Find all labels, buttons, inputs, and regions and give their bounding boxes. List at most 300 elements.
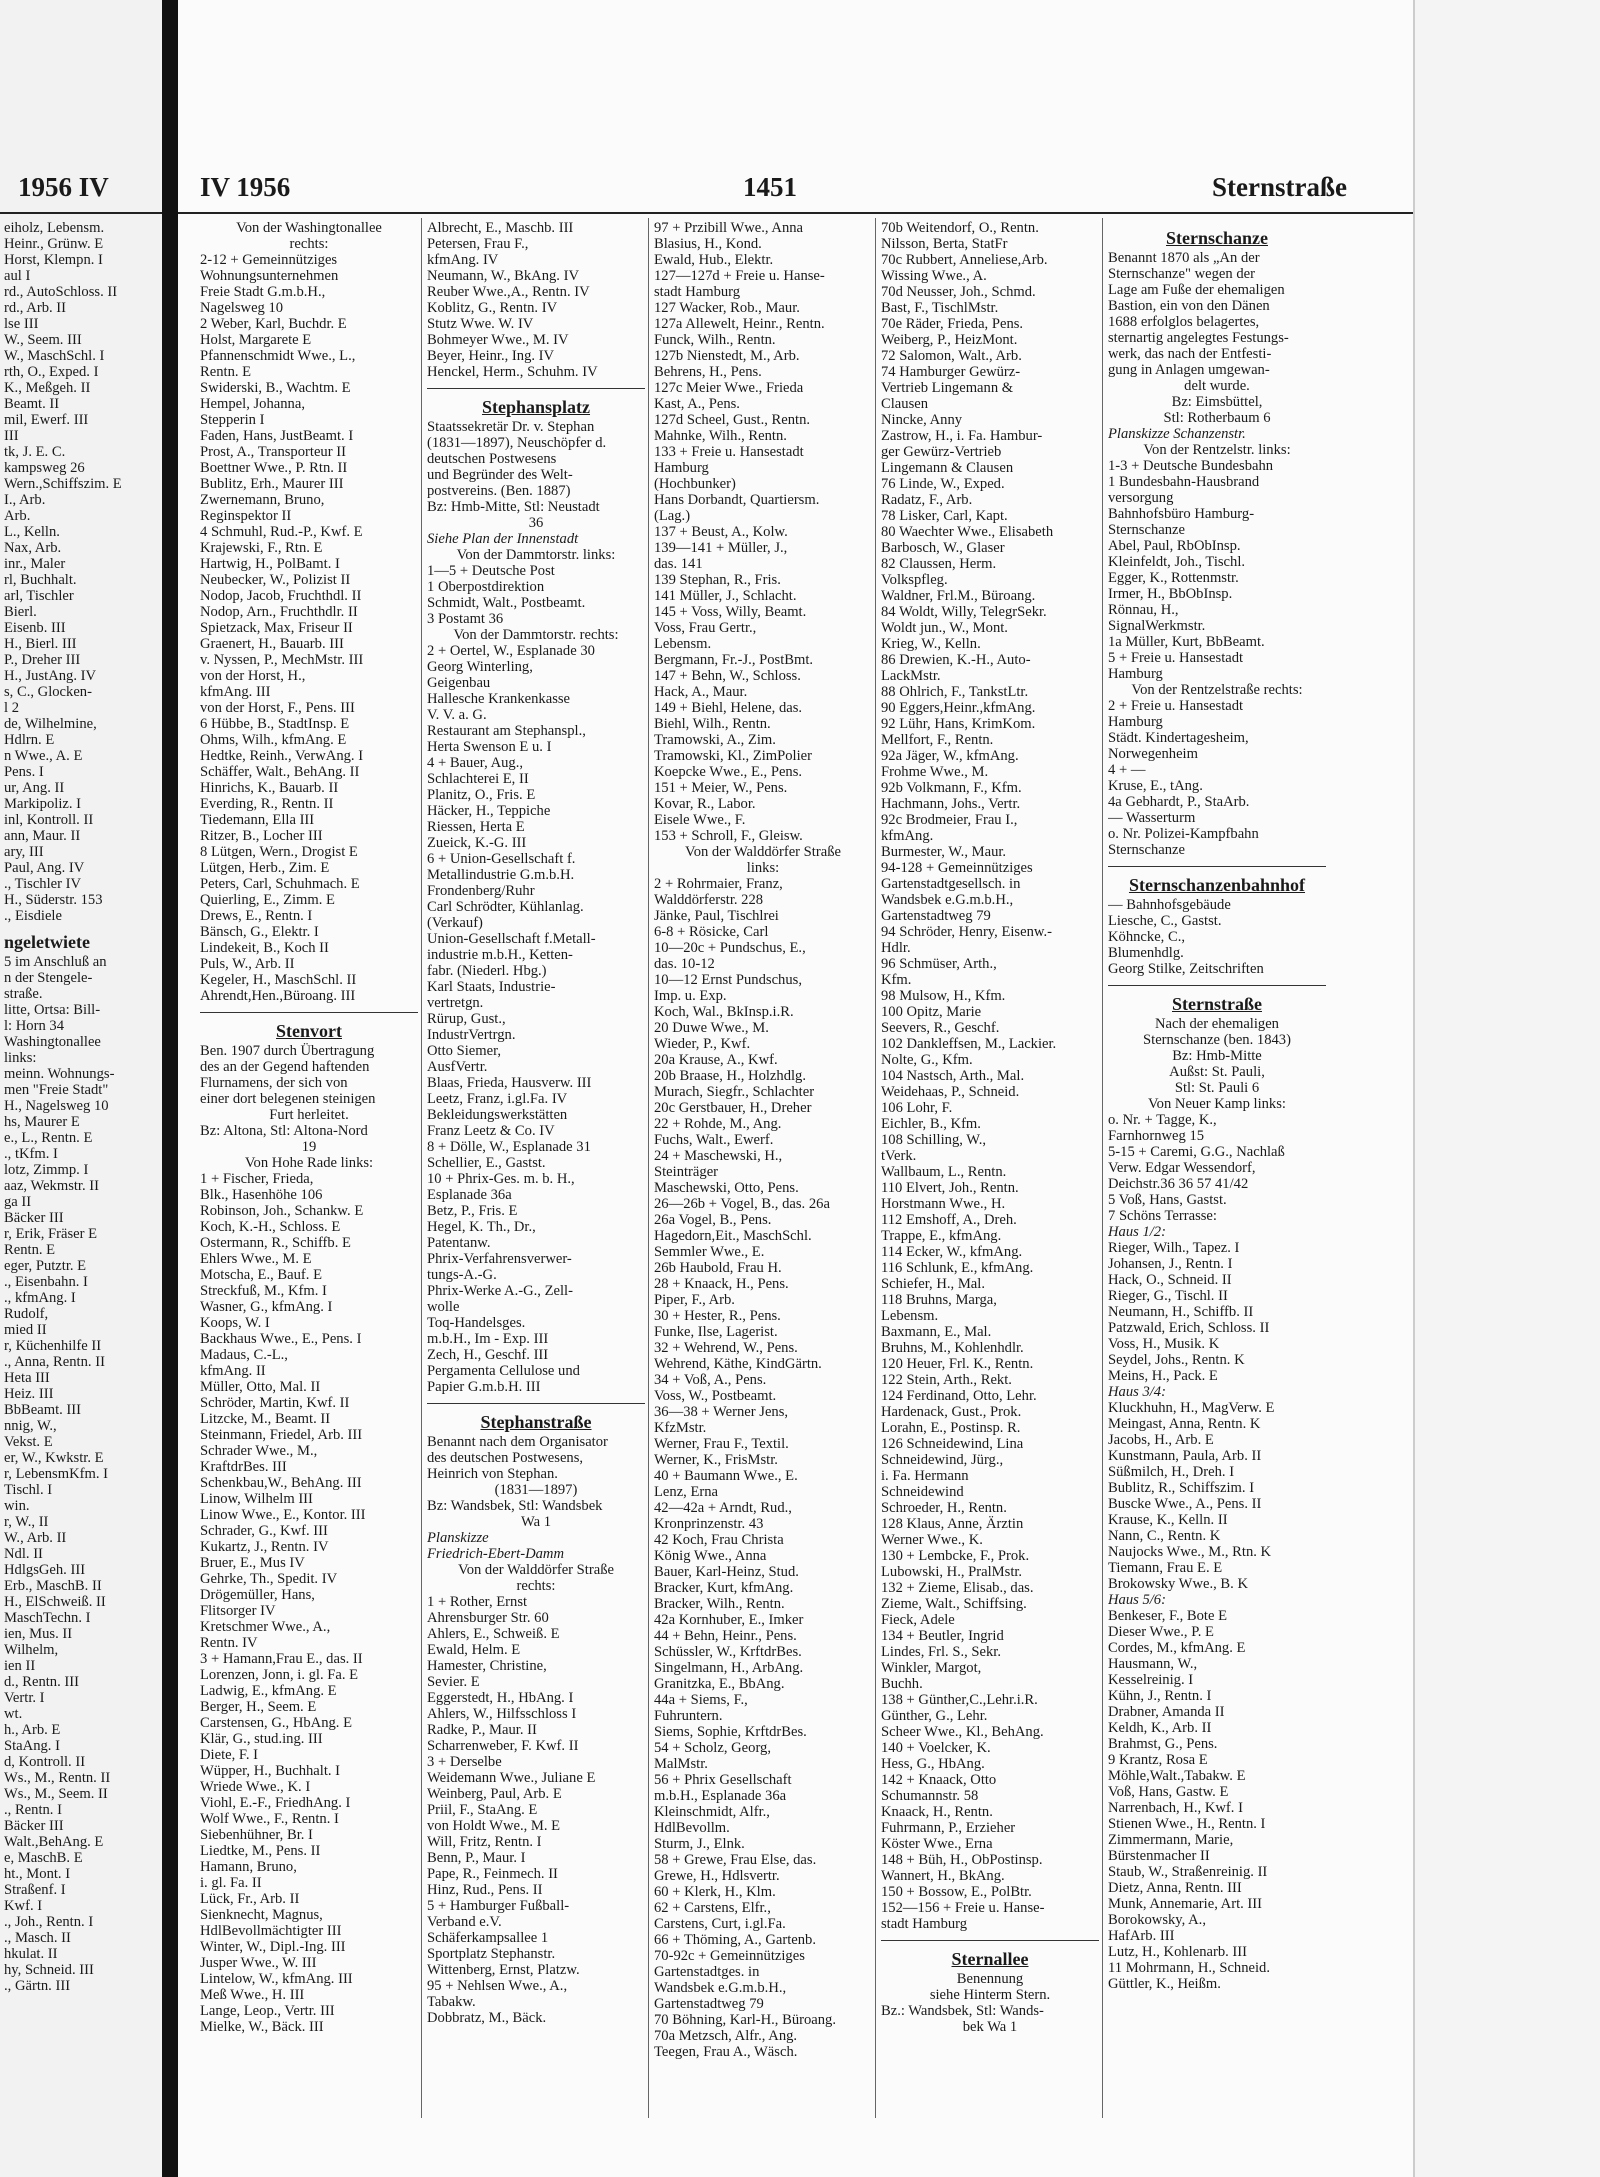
directory-line: 118 Bruhns, Marga, <box>881 1292 997 1308</box>
directory-line: Bekleidungswerkstätten <box>427 1107 568 1123</box>
directory-line: Hedtke, Reinh., VerwAng. I <box>200 748 364 764</box>
directory-line: Walddörferstr. 228 <box>654 892 764 908</box>
directory-line: 104 Nastsch, Arth., Mal. <box>881 1068 1025 1084</box>
directory-line: Hans Dorbandt, Quartiersm. <box>654 492 820 508</box>
directory-line: HdlBevollmächtigter III <box>200 1923 342 1939</box>
directory-line: 1688 erfolglos belagertes, <box>1108 314 1260 330</box>
directory-line: Freie Stadt G.m.b.H., <box>200 284 326 300</box>
directory-line: Schröder, Martin, Kwf. II <box>200 1395 350 1411</box>
directory-line: Jacobs, H., Arb. E <box>1108 1432 1214 1448</box>
directory-line: 44a + Siems, F., <box>654 1692 748 1708</box>
directory-line: Hempel, Johanna, <box>200 396 305 412</box>
section-divider <box>427 388 645 389</box>
directory-line: Leetz, Franz, i.gl.Fa. IV <box>427 1091 568 1107</box>
directory-line: 127d Scheel, Gust., Rentn. <box>654 412 811 428</box>
left-directory-line: e, MaschB. E <box>4 1850 83 1866</box>
directory-line: 40 + Baumann Wwe., E. <box>654 1468 798 1484</box>
left-directory-line: n der Stengele- <box>4 970 93 986</box>
directory-line: Hallesche Krankenkasse <box>427 691 571 707</box>
directory-line: IndustrVertrgn. <box>427 1027 516 1043</box>
directory-line: 56 + Phrix Gesellschaft <box>654 1772 792 1788</box>
directory-line: Drabner, Amanda II <box>1108 1704 1225 1720</box>
directory-line: Zastrow, H., i. Fa. Hambur- <box>881 428 1043 444</box>
left-directory-line: H., Bierl. III <box>4 636 77 652</box>
directory-line: Farnhornweg 15 <box>1108 1128 1205 1144</box>
directory-line: 20c Gerstbauer, H., Dreher <box>654 1100 812 1116</box>
directory-line: Von der Rentzelstr. links: <box>1143 442 1291 458</box>
directory-line: Dietz, Anna, Rentn. III <box>1108 1880 1242 1896</box>
directory-line: Frondenberg/Ruhr <box>427 883 535 899</box>
directory-line: Fieck, Adele <box>881 1612 955 1628</box>
directory-line: HafArb. III <box>1108 1928 1175 1944</box>
directory-line: Carstens, Curt, i.gl.Fa. <box>654 1916 786 1932</box>
left-directory-line: H., Süderstr. 153 <box>4 892 103 908</box>
directory-line: Voss, Frau Gertr., <box>654 620 757 636</box>
directory-line: Wehrend, Käthe, KindGärtn. <box>654 1356 822 1372</box>
left-directory-line: h., Arb. E <box>4 1722 61 1738</box>
directory-line: Boettner Wwe., P. Rtn. II <box>200 460 348 476</box>
directory-line: 70-92c + Gemeinnütziges <box>654 1948 805 1964</box>
directory-line: Winter, W., Dipl.-Ing. III <box>200 1939 346 1955</box>
directory-line: 132 + Zieme, Elisab., das. <box>881 1580 1034 1596</box>
directory-line: Bz.: Wandsbek, Stl: Wands- <box>881 2003 1044 2019</box>
column-divider <box>1102 218 1103 2118</box>
directory-line: Müller, Otto, Mal. II <box>200 1379 321 1395</box>
directory-line: Blk., Hasenhöhe 106 <box>200 1187 323 1203</box>
directory-line: Volkspfleg. <box>881 572 948 588</box>
left-directory-line: Arb. <box>4 508 31 524</box>
left-directory-line: Bäcker III <box>4 1210 64 1226</box>
left-directory-line: ., Rentn. I <box>4 1802 62 1818</box>
directory-line: kfmAng. IV <box>427 252 499 268</box>
directory-line: 92a Jäger, W., kfmAng. <box>881 748 1019 764</box>
directory-line: Köhncke, C., <box>1108 929 1186 945</box>
directory-line: und Begründer des Welt- <box>427 467 573 483</box>
directory-line: 1-3 + Deutsche Bundesbahn <box>1108 458 1274 474</box>
page-edge <box>1413 0 1600 2177</box>
directory-line: Bohmeyer Wwe., M. IV <box>427 332 569 348</box>
directory-line: Bz: Eimsbüttel, <box>1171 394 1263 410</box>
left-directory-line: n Wwe., A. E <box>4 748 83 764</box>
directory-line: Zech, H., Geschf. III <box>427 1347 549 1363</box>
directory-line: Schäffer, Walt., BehAng. II <box>200 764 360 780</box>
directory-line: 114 Ecker, W., kfmAng. <box>881 1244 1023 1260</box>
left-directory-line: Heinr., Grünw. E <box>4 236 104 252</box>
directory-line: KraftdrBes. III <box>200 1459 287 1475</box>
left-directory-line: aul I <box>4 268 31 284</box>
left-directory-line: Wilhelm, <box>4 1642 59 1658</box>
directory-line: 3 Postamt 36 <box>427 611 504 627</box>
directory-line: Tabakw. <box>427 1994 476 2010</box>
left-directory-line: litte, Ortsa: Bill- <box>4 1002 101 1018</box>
page-number: 1451 <box>743 172 797 202</box>
directory-line: Köster Wwe., Erna <box>881 1836 993 1852</box>
column-divider <box>648 218 649 2118</box>
directory-line: o. Nr. + Tagge, K., <box>1108 1112 1217 1128</box>
directory-line: Funke, Ilse, Lagerist. <box>654 1324 778 1340</box>
directory-line: Franz Leetz & Co. IV <box>427 1123 555 1139</box>
directory-line: Güttler, K., Heißm. <box>1108 1976 1221 1992</box>
directory-line: 122 Stein, Arth., Rekt. <box>881 1372 1012 1388</box>
directory-line: 58 + Grewe, Frau Else, das. <box>654 1852 817 1868</box>
directory-line: Schüssler, W., KrftdrBes. <box>654 1644 802 1660</box>
directory-line: Lage am Fuße der ehemaligen <box>1108 282 1285 298</box>
directory-line: 95 + Nehlsen Wwe., A., <box>427 1978 568 1994</box>
left-directory-line: Rentn. E <box>4 1242 56 1258</box>
directory-line: Tiemann, Frau E. E <box>1108 1560 1223 1576</box>
directory-line: Außst: St. Pauli, <box>1169 1064 1265 1080</box>
directory-line: Rentn. E <box>200 364 252 380</box>
header-rule <box>178 212 1413 214</box>
directory-line: Kleinfeldt, Joh., Tischl. <box>1108 554 1246 570</box>
directory-line: Kast, A., Pens. <box>654 396 740 412</box>
directory-line: 127c Meier Wwe., Frieda <box>654 380 804 396</box>
left-directory-line: P., Dreher III <box>4 652 81 668</box>
directory-line: Von der Walddörfer Straße <box>458 1562 614 1578</box>
directory-line: Kesselreinig. I <box>1108 1672 1194 1688</box>
left-directory-line: Heta III <box>4 1370 50 1386</box>
directory-line: Lebensm. <box>881 1308 939 1324</box>
directory-line: 20a Krause, A., Kwf. <box>654 1052 778 1068</box>
directory-line: Von Neuer Kamp links: <box>1148 1096 1286 1112</box>
directory-line: 42—42a + Arndt, Rud., <box>654 1500 792 1516</box>
directory-line: Werner, K., FrisMstr. <box>654 1452 778 1468</box>
directory-line: Gartenstadtges. in <box>654 1964 760 1980</box>
directory-line: Seydel, Johs., Rentn. K <box>1108 1352 1245 1368</box>
directory-line: Fuchs, Walt., Ewerf. <box>654 1132 774 1148</box>
column-5 <box>1108 220 1326 2170</box>
directory-line: 3 + Derselbe <box>427 1754 502 1770</box>
directory-line: Albrecht, E., Maschb. III <box>427 220 574 236</box>
left-directory-line: l 2 <box>4 700 19 716</box>
directory-line: Priil, F., StaAng. E <box>427 1802 538 1818</box>
directory-line: Murach, Siegfr., Schlachter <box>654 1084 815 1100</box>
directory-line: Henckel, Herm., Schuhm. IV <box>427 364 598 380</box>
directory-line: Fuhruntern. <box>654 1708 723 1724</box>
directory-line: Ladwig, E., kfmAng. E <box>200 1683 337 1699</box>
directory-line: Bracker, Kurt, kfmAng. <box>654 1580 794 1596</box>
directory-line: Backhaus Wwe., E., Pens. I <box>200 1331 362 1347</box>
street-title: Sternstraße <box>1172 994 1262 1014</box>
directory-line: Sturm, J., Elnk. <box>654 1836 745 1852</box>
left-directory-line: r, LebensmKfm. I <box>4 1466 108 1482</box>
directory-line: 2 Weber, Karl, Buchdr. E <box>200 316 347 332</box>
section-divider <box>427 1403 645 1404</box>
directory-line: Johansen, J., Rentn. I <box>1108 1256 1233 1272</box>
left-directory-line: W., Arb. II <box>4 1530 67 1546</box>
left-directory-line: Heiz. III <box>4 1386 54 1402</box>
directory-line: Lintelow, W., kfmAng. III <box>200 1971 353 1987</box>
directory-line: das. 10-12 <box>654 956 715 972</box>
directory-line: 11 Mohrmann, H., Schneid. <box>1108 1960 1270 1976</box>
directory-line: Lenz, Erna <box>654 1484 719 1500</box>
directory-line: Naujocks Wwe., M., Rtn. K <box>1108 1544 1272 1560</box>
directory-line: 6 + Union-Gesellschaft f. <box>427 851 576 867</box>
directory-line: Union-Gesellschaft f.Metall- <box>427 931 596 947</box>
directory-line: siehe Hinterm Stern. <box>929 1987 1051 2003</box>
directory-line: Weidehaas, P., Schneid. <box>881 1084 1020 1100</box>
left-directory-line: rd., AutoSchloss. II <box>4 284 118 300</box>
directory-line: Benannt 1870 als „An der <box>1108 250 1260 266</box>
directory-line: SignalWerkmstr. <box>1108 618 1206 634</box>
main-page <box>178 0 1413 2177</box>
left-directory-line: ur, Ang. II <box>4 780 65 796</box>
directory-line: Keldh, K., Arb. II <box>1108 1720 1212 1736</box>
directory-line: Linow Wwe., E., Kontor. III <box>200 1507 366 1523</box>
directory-line: Wannert, H., BkAng. <box>881 1868 1005 1884</box>
left-directory-line: Kwf. I <box>4 1898 43 1914</box>
directory-line: Von der Rentzelstraße rechts: <box>1131 682 1303 698</box>
section-divider <box>881 1940 1099 1941</box>
directory-line: Streckfuß, M., Kfm. I <box>200 1283 327 1299</box>
directory-line: 141 Müller, J., Schlacht. <box>654 588 797 604</box>
directory-line: bek Wa 1 <box>962 2019 1018 2035</box>
directory-line: Ritzer, B., Locher III <box>200 828 323 844</box>
directory-line: Swiderski, B., Wachtm. E <box>200 380 351 396</box>
directory-line: 86 Drewien, K.-H., Auto- <box>881 652 1031 668</box>
directory-line: 7 Schöns Terrasse: <box>1108 1208 1217 1224</box>
directory-line: Frohme Wwe., M. <box>881 764 989 780</box>
directory-line: Wieder, P., Kwf. <box>654 1036 751 1052</box>
left-directory-line: Ws., M., Rentn. II <box>4 1770 111 1786</box>
directory-line: 28 + Knaack, H., Pens. <box>654 1276 789 1292</box>
directory-line: Linow, Wilhelm III <box>200 1491 313 1507</box>
directory-line: 147 + Behn, W., Schloss. <box>654 668 801 684</box>
directory-line: Carstensen, G., HbAng. E <box>200 1715 352 1731</box>
directory-line: Berger, H., Seem. E <box>200 1699 317 1715</box>
directory-line: Siebenhühner, Br. I <box>200 1827 313 1843</box>
directory-line: Metallindustrie G.m.b.H. <box>427 867 575 883</box>
directory-line: Biehl, Wilh., Rentn. <box>654 716 771 732</box>
directory-line: Ben. 1907 durch Übertragung <box>200 1043 375 1059</box>
directory-line: 70c Rubbert, Anneliese,Arb. <box>881 252 1048 268</box>
directory-line: i. gl. Fa. II <box>200 1875 262 1891</box>
directory-line: 137 + Beust, A., Kolw. <box>654 524 788 540</box>
directory-line: Teegen, Frau A., Wäsch. <box>654 2044 798 2060</box>
directory-line: Kukartz, J., Rentn. IV <box>200 1539 329 1555</box>
left-directory-line: r, W., II <box>4 1514 49 1530</box>
directory-line: Hack, A., Maur. <box>654 684 748 700</box>
directory-line: Eggerstedt, H., HbAng. I <box>427 1690 574 1706</box>
directory-line: Lange, Leop., Vertr. III <box>200 2003 335 2019</box>
left-directory-line: Markipoliz. I <box>4 796 82 812</box>
directory-line: Lorahn, E., Postinsp. R. <box>881 1420 1021 1436</box>
directory-line: Restaurant am Stephanspl., <box>427 723 586 739</box>
directory-line: Rönnau, H., <box>1108 602 1179 618</box>
directory-line: Kluckhuhn, H., MagVerw. E <box>1108 1400 1275 1416</box>
directory-line: delt wurde. <box>1184 378 1250 394</box>
directory-line: (Hochbunker) <box>654 476 736 492</box>
directory-line: Koops, W. I <box>200 1315 270 1331</box>
left-directory-line: ., Masch. II <box>4 1930 71 1946</box>
left-directory-line: Bierl. <box>4 604 37 620</box>
directory-line: von der Horst, H., <box>200 668 306 684</box>
directory-line: Benn, P., Maur. I <box>427 1850 526 1866</box>
directory-line: stadt Hamburg <box>881 1916 968 1932</box>
directory-line: 66 + Thöming, A., Gartenb. <box>654 1932 816 1948</box>
directory-line: 5 Voß, Hans, Gastst. <box>1108 1192 1227 1208</box>
directory-line: Schrader, G., Kwf. III <box>200 1523 328 1539</box>
directory-line: 4a Gebhardt, P., StaArb. <box>1108 794 1250 810</box>
book-spine <box>162 0 178 2177</box>
directory-line: 22 + Rohde, M., Ang. <box>654 1116 782 1132</box>
directory-line: sternartig angelegtes Festungs- <box>1108 330 1289 346</box>
directory-line: Funck, Wilh., Rentn. <box>654 332 776 348</box>
left-directory-line: H., ElSchweiß. II <box>4 1594 106 1610</box>
directory-line: Heinrich von Stephan. <box>427 1466 558 1482</box>
street-title: Sternallee <box>951 1949 1029 1969</box>
left-directory-line: ann, Maur. II <box>4 828 81 844</box>
left-directory-line: Erb., MaschB. II <box>4 1578 102 1594</box>
directory-line: Jusper Wwe., W. III <box>200 1955 317 1971</box>
left-directory-line: lotz, Zimmp. I <box>4 1162 89 1178</box>
directory-line: Schellier, E., Gastst. <box>427 1155 546 1171</box>
directory-line: (Lag.) <box>654 508 691 524</box>
directory-line: o. Nr. Polizei-Kampfbahn <box>1108 826 1259 842</box>
directory-line: 4 + Bauer, Aug., <box>427 755 524 771</box>
directory-line: Lutz, H., Kohlenarb. III <box>1108 1944 1247 1960</box>
directory-line: Bruer, E., Mus IV <box>200 1555 305 1571</box>
directory-line: Winkler, Margot, <box>881 1660 982 1676</box>
directory-line: LackMstr. <box>881 668 941 684</box>
left-directory-line: ., Eisenbahn. I <box>4 1274 88 1290</box>
left-directory-line: links: <box>4 1050 37 1066</box>
left-directory-line: mied II <box>4 1322 47 1338</box>
directory-line: Ahlers, E., Schweiß. E <box>427 1626 560 1642</box>
directory-line: 4 Schmuhl, Rud.-P., Kwf. E <box>200 524 363 540</box>
left-header-rule <box>0 212 162 214</box>
directory-line: 36—38 + Werner Jens, <box>654 1404 789 1420</box>
directory-line: Reginspektor II <box>200 508 292 524</box>
directory-line: kfmAng. II <box>200 1363 266 1379</box>
directory-line: Schäferkampsallee 1 <box>427 1930 549 1946</box>
left-directory-line: arl, Tischler <box>4 588 74 604</box>
directory-line: Esplanade 36a <box>427 1187 512 1203</box>
directory-line: Verw. Edgar Wessendorf, <box>1108 1160 1256 1176</box>
directory-line: Stl: Rotherbaum 6 <box>1163 410 1271 426</box>
directory-line: Robinson, Joh., Schankw. E <box>200 1203 364 1219</box>
directory-line: 84 Woldt, Willy, TelegrSekr. <box>881 604 1047 620</box>
directory-line: Benkeser, F., Bote E <box>1108 1608 1228 1624</box>
directory-line: 116 Schlunk, E., kfmAng. <box>881 1260 1034 1276</box>
directory-line: Benannt nach dem Organisator <box>427 1434 608 1450</box>
section-divider <box>1108 866 1326 867</box>
directory-line: Eisele Wwe., F. <box>654 812 746 828</box>
directory-line: Von der Dammtorstr. links: <box>456 547 616 563</box>
directory-line: Hinz, Rud., Pens. II <box>427 1882 543 1898</box>
directory-line: Faden, Hans, JustBeamt. I <box>200 428 354 444</box>
directory-line: Lubowski, H., PralMstr. <box>881 1564 1023 1580</box>
street-title: Sternschanzenbahnhof <box>1128 875 1306 895</box>
directory-line: 44 + Behn, Heinr., Pens. <box>654 1628 797 1644</box>
directory-line: Neumann, H., Schiffb. II <box>1108 1304 1254 1320</box>
directory-line: Weidemann Wwe., Juliane E <box>427 1770 596 1786</box>
directory-line: Nilsson, Berta, StatFr <box>881 236 1008 252</box>
directory-line: 70d Neusser, Joh., Schmd. <box>881 284 1036 300</box>
street-title: Stephansplatz <box>481 397 591 417</box>
directory-line: Koch, K.-H., Schloss. E <box>200 1219 341 1235</box>
directory-line: V. V. a. G. <box>427 707 487 723</box>
street-title: Sternschanze <box>1166 228 1268 248</box>
directory-line: Brahmst, G., Pens. <box>1108 1736 1218 1752</box>
directory-line: Von der Washingtonallee <box>236 220 382 236</box>
directory-line: (1831—1897), Neuschöpfer d. <box>427 435 607 451</box>
directory-line: Stepperin I <box>200 412 265 428</box>
directory-line: Sternschanze <box>1108 842 1185 858</box>
left-directory-line: kampsweg 26 <box>4 460 85 476</box>
directory-line: Barbosch, W., Glaser <box>881 540 1005 556</box>
directory-line: 149 + Biehl, Helene, das. <box>654 700 803 716</box>
directory-line: Mellfort, F., Rentn. <box>881 732 994 748</box>
directory-line: Benennung <box>956 1971 1024 1987</box>
directory-line: Bänsch, G., Elektr. I <box>200 924 319 940</box>
directory-line: Liesche, C., Gastst. <box>1108 913 1222 929</box>
directory-line: Motscha, E., Bauf. E <box>200 1267 322 1283</box>
left-directory-line: straße. <box>4 986 43 1002</box>
directory-line: 127b Nienstedt, M., Arb. <box>654 348 800 364</box>
directory-line: Phrix-Verfahrensverwer- <box>427 1251 572 1267</box>
directory-line: Bz: Hmb-Mitte <box>1172 1048 1262 1064</box>
directory-line: von der Horst, F., Pens. III <box>200 700 355 716</box>
left-page-column <box>4 220 160 1994</box>
directory-line: Hardenack, Gust., Prok. <box>881 1404 1022 1420</box>
directory-line: Stl: St. Pauli 6 <box>1174 1080 1260 1096</box>
directory-line: Kretschmer Wwe., A., <box>200 1619 331 1635</box>
left-directory-line: ary, III <box>4 844 44 860</box>
directory-line: 60 + Klerk, H., Klm. <box>654 1884 776 1900</box>
directory-line: 4 + — <box>1108 762 1146 778</box>
page-header-left: IV 1956 <box>200 172 291 202</box>
directory-line: Klär, G., stud.ing. III <box>200 1731 323 1747</box>
column-1 <box>200 220 418 2170</box>
directory-line: Zwernemann, Bruno, <box>200 492 325 508</box>
directory-line: Nodop, Arn., Fruchthdlr. II <box>200 604 358 620</box>
section-divider <box>200 1012 418 1013</box>
directory-line: Holst, Margarete E <box>200 332 312 348</box>
directory-line: rechts: <box>516 1578 556 1594</box>
directory-line: Städt. Kindertagesheim, <box>1108 730 1249 746</box>
directory-line: Patzwald, Erich, Schloss. II <box>1108 1320 1270 1336</box>
directory-line: Steinträger <box>654 1164 719 1180</box>
left-directory-line: rl, Buchhalt. <box>4 572 77 588</box>
directory-line: Voß, Hans, Gastw. E <box>1108 1784 1229 1800</box>
directory-line: Sienknecht, Magnus, <box>200 1907 323 1923</box>
directory-line: 130 + Lembcke, F., Prok. <box>881 1548 1030 1564</box>
directory-line: Rieger, G., Tischl. II <box>1108 1288 1228 1304</box>
directory-line: 108 Schilling, W., <box>881 1132 987 1148</box>
directory-line: Semmler Wwe., E. <box>654 1244 765 1260</box>
directory-line: Hinrichs, K., Bauarb. II <box>200 780 339 796</box>
directory-line: Singelmann, H., ArbAng. <box>654 1660 804 1676</box>
directory-line: Phrix-Werke A.-G., Zell- <box>427 1283 573 1299</box>
left-directory-line: men "Freie Stadt" <box>4 1082 109 1098</box>
left-directory-line: W., MaschSchl. I <box>4 348 105 364</box>
directory-line: 1 Oberpostdirektion <box>427 579 545 595</box>
directory-line: Blumenhdlg. <box>1108 945 1184 961</box>
directory-line: 148 + Büh, H., ObPostinsp. <box>881 1852 1043 1868</box>
directory-line: 8 Lütgen, Wern., Drogist E <box>200 844 358 860</box>
directory-line: Herta Swenson E u. I <box>427 739 552 755</box>
directory-line: KfzMstr. <box>654 1420 707 1436</box>
directory-line: 5-15 + Caremi, G.G., Nachlaß <box>1108 1144 1285 1160</box>
left-directory-line: hy, Schneid. III <box>4 1962 94 1978</box>
directory-line: Blaas, Frieda, Hausverw. III <box>427 1075 592 1091</box>
directory-line: Tramowski, Kl., ZimPolier <box>654 748 812 764</box>
directory-line: Lingemann & Clausen <box>881 460 1014 476</box>
directory-line: Ahrensburger Str. 60 <box>427 1610 549 1626</box>
directory-line: 3 + Hamann,Frau E., das. II <box>200 1651 363 1667</box>
directory-line: 10—12 Ernst Pundschus, <box>654 972 802 988</box>
